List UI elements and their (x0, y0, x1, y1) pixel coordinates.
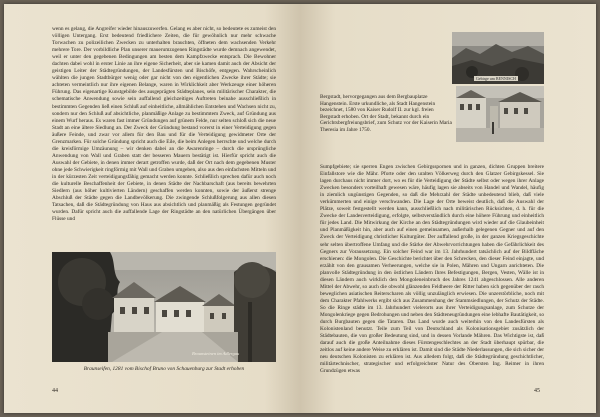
left-body-text: wenn es gelang, die Angreifer wieder hinauszuwerfen. Gelang es aber nicht, so bedeutete es zumeist den völligen Untergang. Erst bedeutend friedlichere Zeiten, die für gewöhnlich nur mehr schwache Torwachen zu polizeilichen Zwecken zu unterhalten brauchten, öffneten dem wachsenden Verkehr mehrere Tore. Der vorbildliche Plan unserer mauerumzogenen Ringstädte wurde demnach angewendet, weil er unter den gegebenen Bedingungen am besten dem Kampfzwecke entsprach. Die Bewohner dachten dabei wohl in erster Linie an ihre eigene Sicherheit, aber sie kamen damit auch der Absicht der geistigen Leiter der Städtegründungen, der Landesfürsten und Bischöfe, entgegen. Wahrscheinlich wählten die jungen Stadtbürger wenig oder gar nicht von den eigentlichen Zwecke ihrer Städte; sie achteten vermeintlich nur ihre eigenen Belange, waren in Wirklichkeit aber Werkzeuge einer höheren Führung. Das eigenartige Kunstgebilde des ausgeprägten Städteplanes, sein militärischer Charakter, die schematische Anwendung sowie sein auffallend gleichzeitiges Auftreten beinahe ausschließlich in bestimmten Gegenden ließ einen Schluß auf einheitliche, allmählichen Entstehen und Wachsen nicht zu, sondern nur den Schluß auf absichtliche, planmäßige Anlage zu bestimmtem Zweck, auf Gründung aus einem Wurf heraus. Es waren fast immer Gründungen auf grünem Felde, nur selten schloß sich die neue Stadt an eine ältere Siedlung an. Der Zweck der Gründung bestand vorerst in einer Verteidigung gegen äußere Feinde, und zwar vor allem für den Bau und für die Verteidigung gewidmeter Orte der Grenzmarken. Für solche Gründung spricht auch die Eile, die beim Anlegen herrschte und welche durch die kreisförmige Umzäunung – wir denken dabei an die Awarenringe – durch die ursprüngliche Anwendung von Wall und Graben statt der besseren Mauern bestätigt ist. Hierfür spricht auch die Auswahl der Gebiete, in denen immer derart getroffen wurde, daß der Ort nach dem gegebenen Muster ohne jede Schwierigkeit ringförmig mit Wall und Graben umgeben, also aus den einfachsten Mitteln und in der kürzesten Zeit verteidigungsfähig gemacht werden konnte. Schließlich sprechen dafür auch noch die kulturelle Beschaffenheit der Gebiete, in denen Städte der Nachbarschaft (aus bereits bewehrten Siedlern (aus höher kultivierten Ländern) geschaffen werden konnten, sowie der äußerst strenge Abschluß der Städte gegen die Landbevölkerung. Die zwingende Schlußfolgerung aus allen diesen Tatsachen, daß die Städtegründung von Haus aus absichtlich und planmäßig als Festungen gegründet wurden. Dafür spricht auch die auffallende Lage der Ringstädte an den natürlichen Übergängen über Flüsse und (52, 26, 276, 223)
book-spread (4, 4, 596, 413)
bennisch-town-photo (456, 86, 544, 142)
braunseifen-photo (52, 252, 276, 362)
page-number-right: 45 (534, 388, 540, 394)
mountain-photo-label: Gebirge um BENNISCH (476, 76, 516, 81)
bennisch-mountain-photo (452, 32, 544, 84)
page-number-left: 44 (52, 388, 58, 394)
right-page (300, 4, 596, 413)
braunseifen-street-image (52, 252, 276, 362)
left-photo-caption: Braunseifen, 1281 vom Bischof Bruno von Schauenburg zur Stadt erhoben (83, 366, 245, 372)
photo-inscription: Braunsteinen im Adlergau (192, 351, 240, 356)
town-square-image (456, 86, 544, 142)
right-body-text: Sumpfgebiete; sie sperren Engen zwischen Gebirgsspornen und in ganzen, dichten Gruppen breitere Einfallstore wie die Mähr. Pforte oder den uralten Völkerweg durch den Glatzer Gebirgskessel. Sie lagen durchaus nicht immer dort, wo es für die Verteidigung der Städte selbst oder wegen ihrer Anlage Zwecken besonders vorteilhaft gewesen wäre, häufig lagen sie abseits von Handel und Wandel, häufig in ziemlich ungünstigen Gegenden, so daß die Mehrzahl der Städte unbedeutend blieb, daß viele verkümmerten und einige verschwanden. Die Lage der Orte beweist deutlich, daß die Auswahl der Plätze, soweit festgestellt werden kann, ausschließlich nach militärischen Rücksichten, d. h. für die Zwecke der Landesverteidigung, erfolgte, selbstverständlich durch eine höhere Führung und einheitlich für jedes Land. Die Mitwirkung der Kirche an den Städtegründungen wird wieder auf die Glaubeinheit und Planmäßigkeit hin, aber auch auf einen gemeinsamen, außerhalb gelegenen Gegner und auf den Zweck der Verteidigung christlicher Kulturgüter. Der auffallend große, in der ganzen Kriegsgeschichte sehr selten übertroffene Umfang und die Stärke der Abwehrvorrichtungen haben die Gefährlichkeit des Gegners zur Voraussetzung. Ein solcher Feind war im 13. Jahrhundert tatsächlich auf der Bildfläche erschienen: die Mongolen. Die Geschichte berichtet über den Schrecken, den dieser Feind einjagte, und erzählt von den grausamen Verheerungen, welche sie in Polen, Mähren und Ungarn anrichteten. Die planvolle Städtegründung in den östlichen Ländern Ihres Befestigungen, Bergen, Vesten, Wälle ist in diesen Ländern auch wirklich den Mongoleneinbruch des Jahres 1241 abgeschlossen. Alle anderen Mittel der Abwehr, so auch die obwohl glänzenden Feldheere der Ritter haben sich gegenüber der rasch beweglichen asiatischen Reiterscharen als völlig unzulänglich erwiesen. Die unzerstörbliche, noch mit dem Charakter Pfahlwerks ergibt sich aus Zusammenhang der Stammsiedlungen, der Schutz der Städte. So die Ringe städte im 13. Jahrhundert vielerorts aus ihrer Verteidigungsanlage, zum Schutze der Mongolenkriege gegen Bedrohungen und neben den Städteneugründungen eine lebhafte Bautätigkeit, so durch Burgbauten gegen die Tataren. Das Land wurde auch weiterhin von den Landesfürsten als Kolonistenland benutzt. Teile zum Teil von Deutschland als Kolonisationsgebiet zusätzlich der Städtebauten, die von großer Bedeutung sind, und in dessen Vorlande Mähren. Das Wichtigste ist, daß darauf auch die große Anteilnahme dieses Fürstengeschlechtes an der Stadt überhaupt spürbar, die zeitlos auf keine andere Weise zu erklären ist. Damit sind die Städte Niederlassungen, die sich sicher der neu deutschen Kolonisten zu erklären ist. Aus alledem folgt, daß die Städtegründung geschichtlicher, militärtechnischer, strategischer und erfolgreichster Natur des Obersten Ing. Reimer in ihren Grundzügen etwas (320, 164, 544, 375)
town-side-caption: Bergstadt, hervorgegangen aus dem Bergbauplatze Hangenstein. Erste urkundliche, als Stadt Hangenstein bezeichnet, 1580 von Kaiser Rudolf II. zur kgl. freien Bergstadt erhoben. Ort der Stadt, bekannt durch ein Gerichtsbergfreiungsbrief, zum Schutz vor der Kaiserin Maria Theresia im Jahre 1750. (320, 94, 452, 133)
left-page (4, 4, 300, 413)
